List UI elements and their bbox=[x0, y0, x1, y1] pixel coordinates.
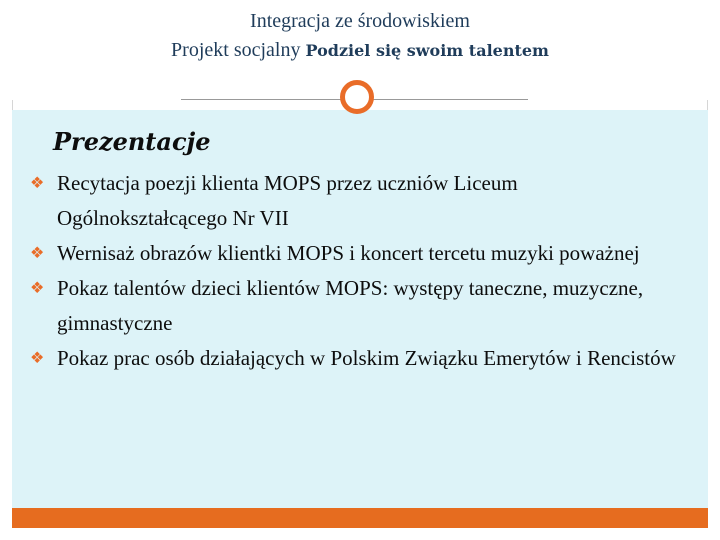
slide-title-line1: Integracja ze środowiskiem bbox=[250, 10, 470, 32]
title-bold-part: Podziel się swoim talentem bbox=[305, 41, 549, 60]
diamond-bullet-icon: ❖ bbox=[30, 350, 45, 367]
section-heading: Prezentacje bbox=[53, 127, 211, 156]
diamond-bullet-icon: ❖ bbox=[30, 245, 45, 262]
slide-title-line2 bbox=[0, 39, 720, 62]
bullet-item bbox=[30, 271, 690, 341]
bullet-item bbox=[30, 341, 690, 376]
diamond-bullet-icon: ❖ bbox=[30, 280, 45, 297]
bullet-item bbox=[30, 236, 690, 271]
bullet-text: Wernisaż obrazów klientki MOPS i koncert tercetu muzyki poważnej bbox=[57, 241, 640, 265]
diamond-bullet-icon: ❖ bbox=[30, 175, 45, 192]
title-regular-part: Projekt socjalny bbox=[171, 39, 306, 61]
circle-ornament-icon bbox=[340, 80, 374, 114]
bullet-text: Recytacja poezji klienta MOPS przez uczniów Liceum Ogólnokształcącego Nr VII bbox=[57, 171, 518, 230]
bullet-text: Pokaz talentów dzieci klientów MOPS: występy taneczne, muzyczne, gimnastyczne bbox=[57, 276, 644, 335]
bottom-accent-bar bbox=[12, 508, 708, 528]
bullet-list bbox=[30, 166, 690, 376]
bullet-item bbox=[30, 166, 690, 236]
bullet-text: Pokaz prac osób działających w Polskim Związku Emerytów i Rencistów bbox=[57, 346, 676, 370]
